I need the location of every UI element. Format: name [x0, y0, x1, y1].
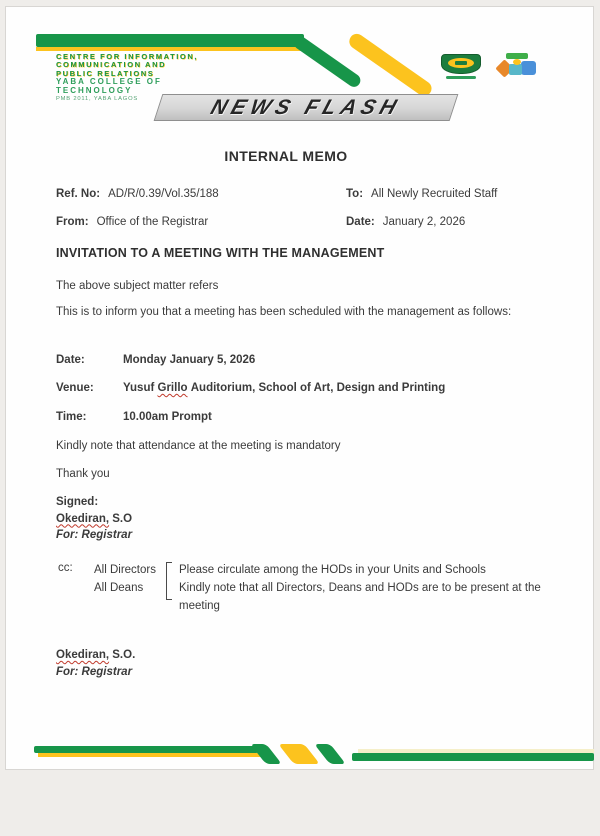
cc-recipient: All Directors [94, 564, 156, 576]
footer-signature-block [56, 647, 135, 681]
memo-page [5, 6, 594, 770]
footer-green-bar-left [34, 746, 258, 753]
mandatory-note: Kindly note that attendance at the meeting is mandatory [56, 440, 341, 452]
footer-ribbon-segment [278, 744, 320, 764]
signature-block [56, 494, 132, 544]
for-registrar-line: For: Registrar [56, 529, 133, 541]
news-flash-label: NEWS FLASH [208, 95, 405, 119]
meeting-date-value: Monday January 5, 2026 [123, 354, 256, 366]
meeting-venue-row [56, 381, 445, 397]
header-yellow-bar [36, 47, 314, 51]
cc-notes [179, 561, 551, 615]
ref-no-row [56, 187, 219, 203]
date-label: Date: [346, 216, 375, 228]
memo-paragraph: This is to inform you that a meeting has been scheduled with the management as follows: [56, 306, 512, 318]
cc-block [58, 561, 551, 615]
footer-ribbon-segment [314, 744, 346, 764]
to-row [346, 187, 497, 203]
for-registrar-line: For: Registrar [56, 666, 133, 678]
emblem-shape [521, 61, 536, 75]
ref-no-value: AD/R/0.39/Vol.35/188 [108, 188, 219, 200]
meeting-venue-label: Venue: [56, 382, 94, 394]
signed-label: Signed: [56, 496, 99, 508]
meeting-time-label: Time: [56, 411, 87, 423]
meeting-date-row [56, 353, 255, 369]
spellcheck-word: Okediran, [56, 649, 110, 661]
cc-recipients [94, 561, 166, 597]
header-yellow-swoosh [346, 31, 434, 99]
memo-paragraph: The above subject matter refers [56, 280, 219, 292]
date-row [346, 215, 465, 231]
emblem-shape [509, 64, 522, 75]
emblem-shape [513, 59, 521, 65]
org-name-line: CENTRE FOR INFORMATION, [56, 52, 199, 61]
from-row [56, 215, 208, 231]
to-label: To: [346, 188, 364, 200]
memo-subject: INVITATION TO A MEETING WITH THE MANAGEMENT [56, 246, 385, 260]
date-value: January 2, 2026 [382, 216, 466, 228]
college-address: PMB 2011, YABA LAGOS [56, 96, 139, 103]
org-name-line: COMMUNICATION AND [56, 60, 167, 70]
cc-recipient: All Deans [94, 582, 144, 594]
cc-label: cc: [58, 562, 73, 574]
meeting-date-label: Date: [56, 354, 85, 366]
meeting-venue-value: Yusuf Grillo Auditorium, School of Art, Design and Printing [123, 382, 446, 394]
memo-title: INTERNAL MEMO [224, 148, 348, 164]
footer-yellow-bar-left [38, 753, 270, 757]
news-flash-banner [154, 94, 459, 121]
header-green-bar [36, 34, 304, 47]
footer-green-bar-right [352, 753, 594, 761]
to-value: All Newly Recruited Staff [371, 188, 498, 200]
crest-ribbon-shape [446, 76, 476, 79]
from-label: From: [56, 216, 89, 228]
meeting-time-row [56, 410, 212, 426]
ref-no-label: Ref. No: [56, 188, 101, 200]
signatory-name: Okediran, S.O. [56, 649, 136, 661]
cc-bracket-shape [166, 562, 172, 600]
crest-book-shape [455, 61, 467, 65]
anniversary-emblem-icon [495, 53, 539, 83]
spellcheck-word: Grillo [157, 382, 188, 394]
signatory-name: Okediran, S.O [56, 512, 133, 525]
meeting-time-value: 10.00am Prompt [123, 411, 212, 423]
from-value: Office of the Registrar [96, 216, 209, 228]
college-name-line: YABA COLLEGE OF [56, 76, 162, 86]
spellcheck-word: Okediran, [56, 512, 110, 525]
college-crest-icon [438, 53, 486, 83]
cc-note: Please circulate among the HODs in your Units and Schools [179, 564, 486, 576]
org-name-line: PUBLIC RELATIONS [56, 68, 155, 78]
thank-you-line: Thank you [56, 468, 110, 480]
cc-note: Kindly note that all Directors, Deans and HODs are to be present at the meeting [179, 582, 541, 612]
college-name-line: TECHNOLOGY [56, 85, 133, 95]
